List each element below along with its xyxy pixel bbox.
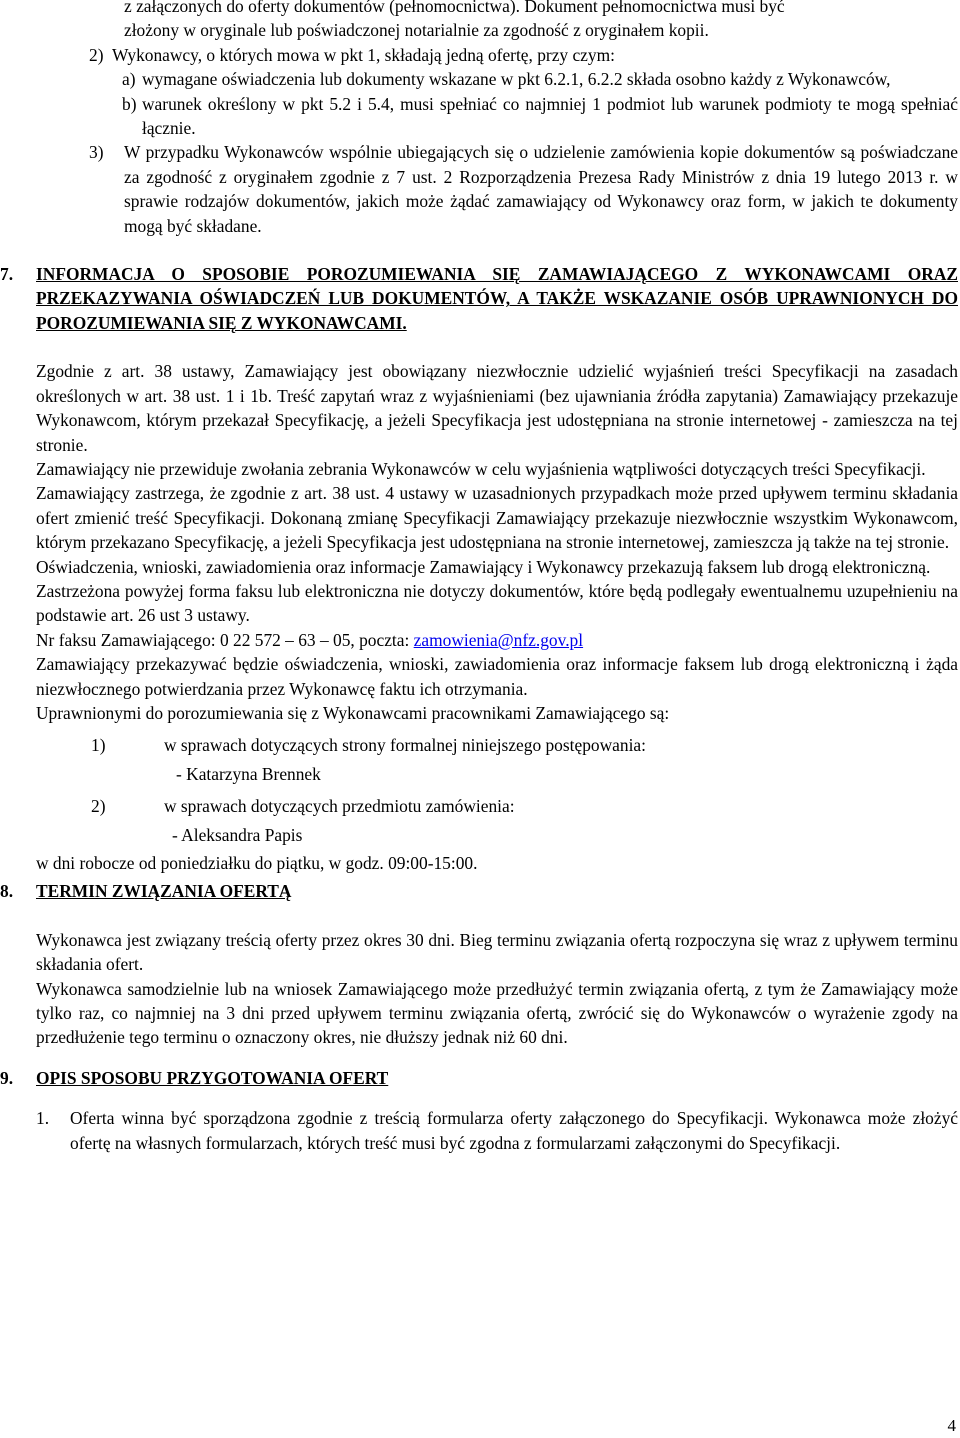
section-7-heading — [0, 262, 958, 335]
section-9-heading — [0, 1066, 958, 1090]
section-title: INFORMACJA O SPOSOBIE POROZUMIEWANIA SIĘ ZAMAWIAJĄCEGO Z WYKONAWCAMI ORAZ PRZEKAZYWANIA OŚWIADCZEŃ LUB DOKUMENTÓW, A TAKŻE WSKAZANIE OSÓB UPRAWNIONYCH DO POROZUMIEWANIA SIĘ Z WYKONAWCAMI. — [36, 264, 958, 333]
section-7-paragraph: Zamawiający przekazywać będzie oświadczenia, wnioski, zawiadomienia oraz informacje faksem lub drogą elektroniczną i żąda niezwłocznego potwierdzania przez Wykonawcę faktu ich otrzymania. — [36, 654, 958, 699]
contact-item — [36, 794, 958, 818]
section-8-heading — [0, 879, 958, 903]
contact-scope: w sprawach dotyczących przedmiotu zamówienia: — [164, 796, 515, 817]
contact-person: - Aleksandra Papis — [172, 824, 303, 845]
section-8-paragraph: Wykonawca samodzielnie lub na wniosek Zamawiającego może przedłużyć termin związania ofertą, z tym że Zamawiający może tylko raz, co najmniej na 3 dni przed upływem terminu związania ofertą, zwrócić się do Wykonawców o wyrażenie zgody na przedłużenie tego terminu o oznaczony okres, nie dłuższy jednak niż 60 dni. — [36, 978, 958, 1048]
section-7-paragraph: Oświadczenia, wnioski, zawiadomienia oraz informacje Zamawiający i Wykonawcy przekazują faksem lub drogą elektroniczną. — [36, 556, 931, 577]
list-item-text: W przypadku Wykonawców wspólnie ubiegających się o udzielenie zamówienia kopie dokumentów są poświadczane za zgodność z oryginałem zgodnie z 7 ust. 2 Rozporządzenia Prezesa Rady Ministrów z dnia 19 lutego 2013 r. w sprawie rodzajów dokumentów, jakich może żądać zamawiający od Wykonawcy oraz form, w jakich te dokumenty mogą być składane. — [124, 142, 958, 236]
section-7-paragraph: Zamawiający nie przewiduje zwołania zebrania Wykonawców w celu wyjaśnienia wątpliwości dotyczących treści Specyfikacji. — [36, 458, 926, 479]
contact-scope: w sprawach dotyczących strony formalnej niniejszego postępowania: — [164, 735, 646, 756]
list-item-3 — [36, 140, 958, 238]
contact-item — [36, 733, 958, 757]
office-hours: w dni robocze od poniedziałku do piątku, w godz. 09:00-15:00. — [36, 853, 478, 873]
sub-item-text: wymagane oświadczenia lub dokumenty wskazane w pkt 6.2.1, 6.2.2 składa osobno każdy z Wykonawców, — [142, 69, 891, 90]
section-7-paragraph: Zastrzeżona powyżej forma faksu lub elektroniczna nie dotyczy dokumentów, które będą podlegały ewentualnemu uzupełnieniu na podstawie art. 26 ust 3 ustawy. — [36, 580, 958, 626]
email-link[interactable]: zamowienia@nfz.gov.pl — [413, 629, 584, 650]
contact-number: 1) — [91, 735, 106, 756]
list-item-text: Oferta winna być sporządzona zgodnie z treścią formularza oferty załączonego do Specyfikacji. Wykonawca może złożyć ofertę na własnych formularzach, których treść musi być zgodna z formularzami załączonymi do Specyfikacji. — [70, 1108, 958, 1153]
list-number: 3) — [89, 142, 104, 163]
sub-item-label: b) — [122, 93, 137, 114]
section-title: OPIS SPOSOBU PRZYGOTOWANIA OFERT — [36, 1067, 389, 1088]
fax-email-line — [36, 628, 958, 652]
sub-item-a — [36, 67, 958, 91]
list-number: 2) — [89, 44, 104, 65]
section-title: TERMIN ZWIĄZANIA OFERTĄ — [36, 881, 292, 902]
list-item-text: Wykonawcy, o których mowa w pkt 1, składają jedną ofertę, przy czym: — [112, 44, 615, 65]
sub-item-b — [36, 92, 958, 141]
section-7-paragraph: Uprawnionymi do porozumiewania się z Wykonawcami pracownikami Zamawiającego są: — [36, 702, 670, 723]
list-number: 1. — [36, 1108, 50, 1129]
section-7-paragraph: Zamawiający zastrzega, że zgodnie z art. 38 ust. 4 ustawy w uzasadnionych przypadkach może przed upływem terminu składania ofert zmienić treść Specyfikacji. Dokonaną zmianę Specyfikacji Zamawiający przekazuje niezwłocznie wszystkim Wykonawcom, którym przekazano Specyfikację, a jeżeli Specyfikacja jest udostępniana na stronie internetowej, zamieszcza ją także na tej stronie. — [36, 483, 958, 553]
section-number: 7. — [0, 264, 14, 285]
section-number: 8. — [0, 881, 14, 902]
continuation-line-1: z załączonych do oferty dokumentów (pełnomocnictwa). Dokument pełnomocnictwa musi być — [124, 0, 785, 16]
contact-person: - Katarzyna Brennek — [176, 763, 321, 784]
section-number: 9. — [0, 1067, 14, 1088]
section-7-paragraph: Zgodnie z art. 38 ustawy, Zamawiający jest obowiązany niezwłocznie udzielić wyjaśnień treści Specyfikacji na zasadach określonych w art. 38 ust. 1 i 1b. Treść zapytań wraz z wyjaśnieniami (bez ujawniania źródła zapytania) Zamawiający przekazuje Wykonawcom, którym przekazał Specyfikację, a jeżeli Specyfikacja jest udostępniana na stronie internetowej - zamieszcza na tej stronie. — [36, 361, 958, 455]
continuation-text — [36, 0, 958, 43]
contact-number: 2) — [91, 796, 106, 817]
section-9-item — [36, 1106, 958, 1155]
section-8-paragraph: Wykonawca jest związany treścią oferty przez okres 30 dni. Bieg terminu związania ofertą rozpoczyna się wraz z upływem terminu składania ofert. — [36, 929, 958, 975]
page-number: 4 — [947, 1416, 956, 1435]
sub-item-label: a) — [122, 69, 136, 90]
list-item-2 — [36, 43, 958, 67]
sub-item-text: warunek określony w pkt 5.2 i 5.4, musi spełniać co najmniej 1 podmiot lub warunek podmioty te mogą spełniać łącznie. — [142, 93, 958, 139]
fax-number-text: Nr faksu Zamawiającego: 0 22 572 – 63 – 05, poczta: — [36, 629, 414, 650]
continuation-line-2: złożony w oryginale lub poświadczonej notarialnie za zgodność z oryginałem kopii. — [124, 20, 709, 41]
